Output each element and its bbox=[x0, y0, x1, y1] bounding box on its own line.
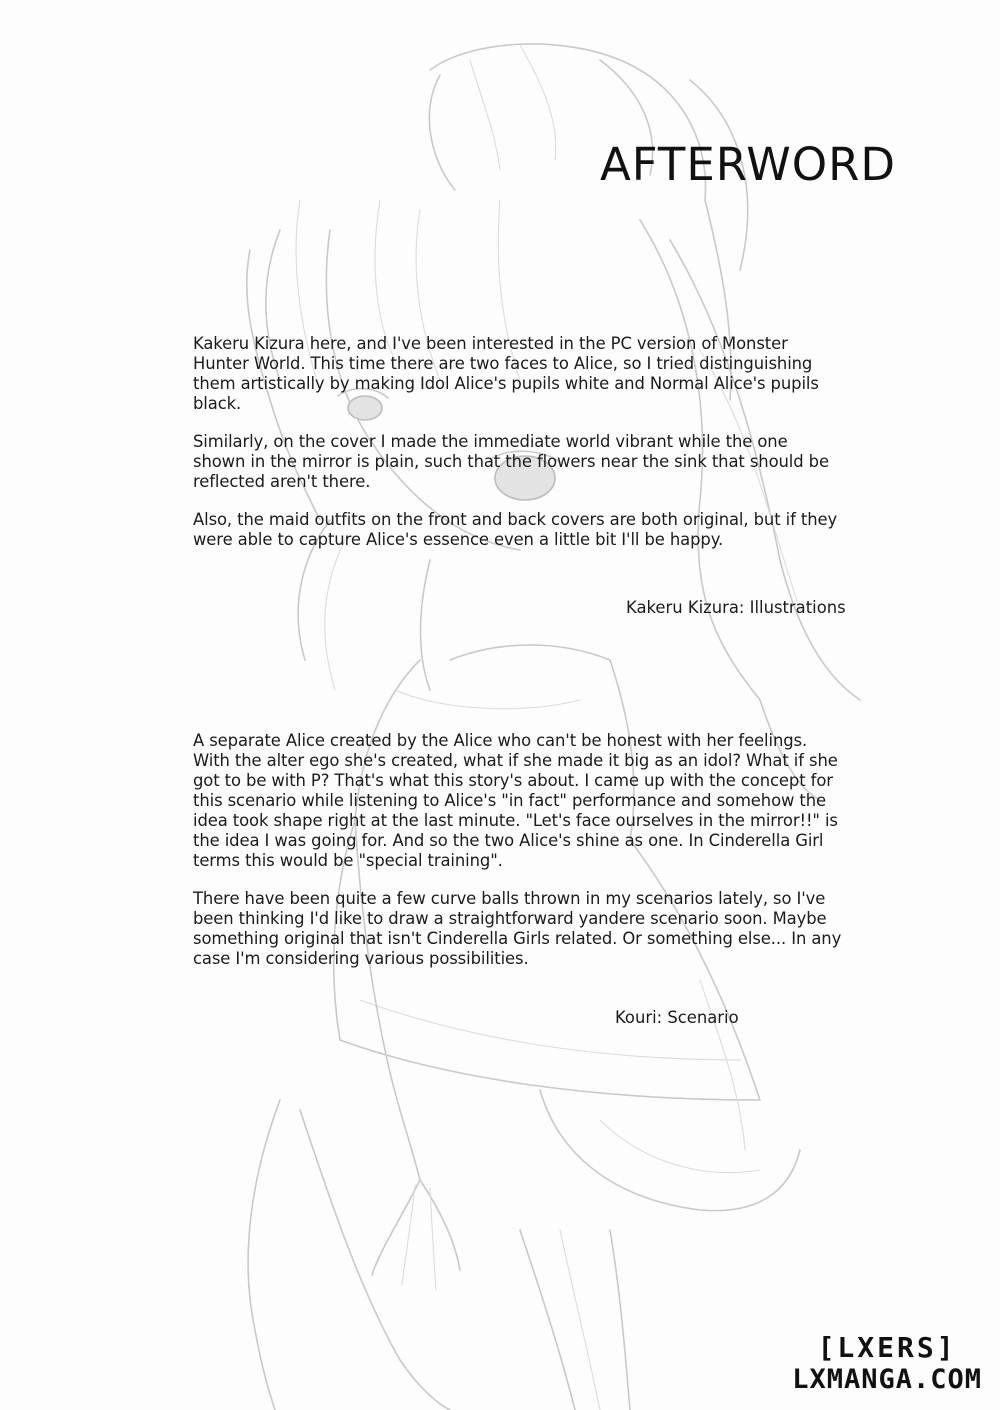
watermark-group-name: [LXERS] bbox=[817, 1331, 957, 1364]
illustrations-paragraph-2: Similarly, on the cover I made the immediate world vibrant while the one shown in the mirror is plain, such that the flowers near the sink that should be reflected aren't there. bbox=[193, 432, 829, 491]
page-title: AFTERWORD bbox=[600, 138, 897, 191]
watermark-site-url: LXMANGA.COM bbox=[792, 1364, 982, 1395]
illustrations-signature: Kakeru Kizura: Illustrations bbox=[626, 598, 846, 617]
illustrations-paragraph-1: Kakeru Kizura here, and I've been interested in the PC version of Monster Hunter World. This time there are two faces to Alice, so I tried distinguishing them artistically by making Idol Alice's pupils white and Normal Alice's pupils black. bbox=[193, 334, 819, 413]
scenario-paragraph-1: A separate Alice created by the Alice who can't be honest with her feelings. With the alter ego she's created, what if she made it big as an idol? What if she got to be with P? That's what this story's about. I came up with the concept for this scenario while listening to Alice's "in fact" performance and somehow the idea took shape right at the last minute. "Let's face ourselves in the mirror!!" is the idea I was going for. And so the two Alice's shine as one. In Cinderella Girl terms this would be "special training". bbox=[193, 731, 838, 870]
illustrations-paragraph-3: Also, the maid outfits on the front and back covers are both original, but if they were able to capture Alice's essence even a little bit I'll be happy. bbox=[193, 510, 838, 549]
site-watermark bbox=[792, 1332, 982, 1396]
scenario-paragraph-2: There have been quite a few curve balls thrown in my scenarios lately, so I've been thinking I'd like to draw a straightforward yandere scenario soon. Maybe something original that isn't Cinderella Girls related. Or something else... In any case I'm considering various possibilities. bbox=[193, 889, 842, 968]
scenario-section bbox=[193, 731, 843, 987]
illustrations-section bbox=[193, 334, 843, 568]
scenario-signature: Kouri: Scenario bbox=[615, 1008, 739, 1027]
